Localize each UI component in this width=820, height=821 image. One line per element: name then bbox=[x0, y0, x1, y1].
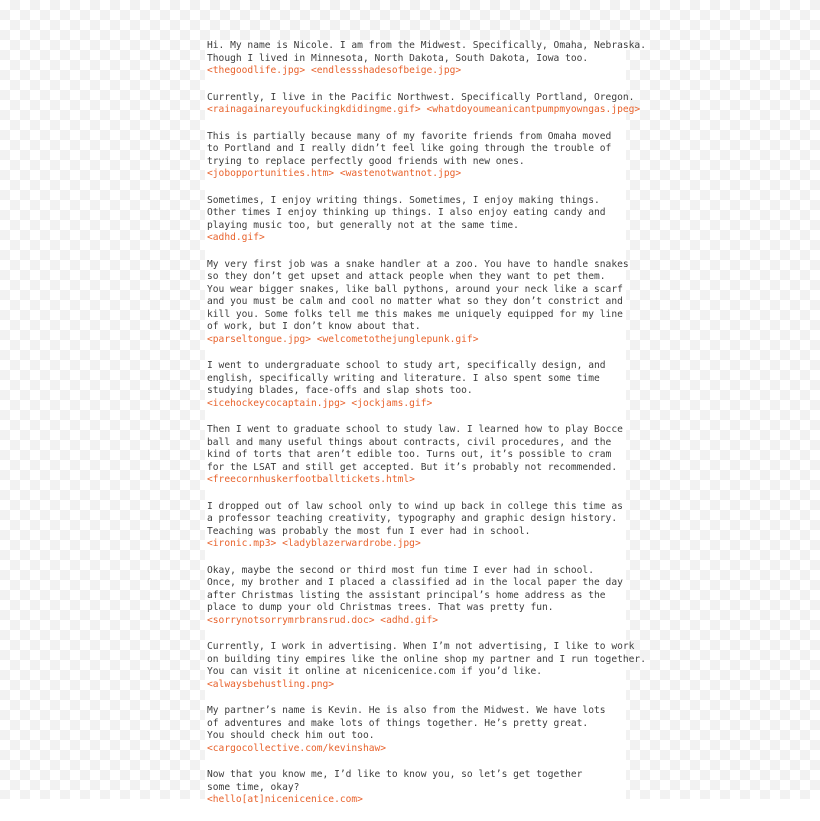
file-link[interactable]: <alwaysbehustling.png> bbox=[207, 678, 335, 690]
paragraph-line: after Christmas listing the assistant principal’s home address as the bbox=[207, 589, 606, 601]
paragraph-links bbox=[207, 168, 622, 181]
paragraph-line: You should check him out too. bbox=[207, 730, 375, 741]
file-link[interactable]: <sorrynotsorrymrbransrud.doc> bbox=[207, 614, 375, 626]
file-link[interactable]: <rainagainareyoufuckingkdidingme.gif> bbox=[207, 104, 421, 115]
file-link[interactable]: <wastenotwantnot.jpg> bbox=[339, 168, 462, 179]
bio-paragraph bbox=[207, 40, 646, 78]
paragraph-line: Now that you know me, I’d like to know you, so let’s get together bbox=[207, 769, 583, 780]
file-link[interactable]: <icehockeycocaptain.jpg> bbox=[207, 397, 346, 409]
paragraph-line: kill you. Some folks tell me this makes me uniquely equipped for my line bbox=[207, 308, 623, 320]
paragraph-line: for the LSAT and still get accepted. But it’s probably not recommended. bbox=[207, 461, 618, 473]
file-link[interactable]: <ladyblazerwardrobe.jpg> bbox=[282, 538, 421, 549]
file-link[interactable]: <jockjams.gif> bbox=[351, 397, 433, 409]
paragraph-links bbox=[207, 474, 622, 487]
paragraph-links bbox=[207, 334, 622, 347]
paragraph-line: place to dump your old Christmas trees. That was pretty fun. bbox=[207, 602, 554, 613]
paragraph-line: Currently, I work in advertising. When I’m not advertising, I like to work bbox=[207, 641, 635, 652]
paragraph-links bbox=[207, 538, 622, 551]
paragraph-line: My very first job was a snake handler at a zoo. You have to handle snakes bbox=[207, 258, 629, 270]
bio-text-column bbox=[205, 40, 646, 821]
paragraph-line: Teaching was probably the most fun I ever had in school. bbox=[207, 525, 531, 537]
paragraph-line: I went to undergraduate school to study art, specifically design, and bbox=[207, 360, 606, 371]
paragraph-line: Other times I enjoy thinking up things. I also enjoy eating candy and bbox=[207, 207, 606, 218]
paragraph-links bbox=[207, 65, 622, 78]
paragraph-line: Hi. My name is Nicole. I am from the Midwest. Specifically, Omaha, Nebraska. bbox=[207, 40, 646, 51]
file-link[interactable]: <cargocollective.com/kevinshaw> bbox=[207, 742, 387, 754]
bio-paragraph bbox=[207, 131, 622, 181]
bio-paragraph bbox=[207, 424, 622, 487]
paragraph-links bbox=[207, 232, 622, 245]
file-link[interactable]: <whatdoyoumeanicantpumpmyowngas.jpeg> bbox=[426, 104, 641, 115]
paragraph-line: You can visit it online at nicenicenice.com if you’d like. bbox=[207, 666, 543, 677]
paragraph-line: of adventures and make lots of things together. He’s pretty great. bbox=[207, 717, 589, 729]
paragraph-line: playing music too, but generally not at the same time. bbox=[207, 219, 519, 231]
paragraph-line: My partner’s name is Kevin. He is also from the Midwest. We have lots bbox=[207, 705, 606, 716]
paragraph-line: Currently, I live in the Pacific Northwest. Specifically Portland, Oregon. bbox=[207, 91, 635, 103]
paragraph-line: Though I lived in Minnesota, North Dakota, South Dakota, Iowa too. bbox=[207, 52, 589, 64]
paragraph-line: english, specifically writing and literature. I also spent some time bbox=[207, 372, 600, 384]
paragraph-line: studying blades, face-offs and slap shots too. bbox=[207, 385, 473, 396]
file-link[interactable]: <endlessshadesofbeige.jpg> bbox=[310, 65, 462, 76]
paragraph-line: of work, but I don’t know about that. bbox=[207, 321, 421, 332]
paragraph-line: Then I went to graduate school to study law. I learned how to play Bocce bbox=[207, 424, 623, 435]
paragraph-links bbox=[207, 104, 641, 117]
paragraph-links bbox=[207, 398, 622, 411]
file-link[interactable]: <adhd.gif> bbox=[380, 614, 439, 626]
bio-paragraph bbox=[207, 91, 641, 117]
file-link[interactable]: <adhd.gif> bbox=[207, 232, 265, 243]
paragraph-line: to Portland and I really didn’t feel like going through the trouble of bbox=[207, 143, 612, 154]
paragraph-line: and you must be calm and cool no matter what so they don’t constrict and bbox=[207, 296, 623, 307]
file-link[interactable]: <freecornhuskerfootballtickets.html> bbox=[207, 474, 415, 485]
paragraph-links bbox=[207, 743, 622, 756]
paragraph-line: Sometimes, I enjoy writing things. Sometimes, I enjoy making things. bbox=[207, 194, 600, 206]
bio-paragraph bbox=[207, 565, 622, 628]
paragraph-line: kind of torts that aren’t edible too. Turns out, it’s possible to cram bbox=[207, 449, 612, 460]
file-link[interactable]: <jobopportunities.htm> bbox=[207, 168, 335, 179]
paragraph-line: This is partially because many of my favorite friends from Omaha moved bbox=[207, 130, 612, 142]
paragraph-line: Okay, maybe the second or third most fun time I ever had in school. bbox=[207, 564, 594, 576]
paragraph-links bbox=[207, 679, 622, 692]
paragraph-line: ball and many useful things about contracts, civil procedures, and the bbox=[207, 436, 612, 448]
paragraph-line: I dropped out of law school only to wind up back in college this time as bbox=[207, 500, 623, 512]
bio-paragraph bbox=[207, 641, 646, 691]
paragraph-links bbox=[207, 615, 622, 628]
paragraph-links bbox=[207, 794, 622, 807]
paragraph-line: some time, okay? bbox=[207, 781, 300, 793]
paragraph-line: a professor teaching creativity, typography and graphic design history. bbox=[207, 513, 618, 524]
bio-paragraph bbox=[207, 769, 622, 807]
bio-paragraph bbox=[207, 195, 622, 245]
file-link[interactable]: <parseltongue.jpg> bbox=[207, 333, 311, 345]
paragraph-line: on building tiny empires like the online shop my partner and I run together. bbox=[207, 653, 646, 665]
file-link[interactable]: <hello[at]nicenicenice.com> bbox=[207, 794, 363, 805]
file-link[interactable]: <thegoodlife.jpg> bbox=[207, 65, 306, 76]
bio-paragraph bbox=[207, 360, 622, 410]
bio-paragraph bbox=[207, 258, 629, 347]
bio-paragraph bbox=[207, 501, 622, 551]
file-link[interactable]: <ironic.mp3> bbox=[207, 538, 277, 549]
paragraph-line: trying to replace perfectly good friends with new ones. bbox=[207, 155, 525, 167]
paragraph-line: so they don’t get upset and attack people when they want to pet them. bbox=[207, 271, 606, 282]
paragraph-line: Once, my brother and I placed a classified ad in the local paper the day bbox=[207, 577, 623, 588]
file-link[interactable]: <welcometothejunglepunk.gif> bbox=[316, 333, 479, 345]
paragraph-line: You wear bigger snakes, like ball pythons, around your neck like a scarf bbox=[207, 283, 623, 295]
bio-paragraph bbox=[207, 705, 622, 755]
